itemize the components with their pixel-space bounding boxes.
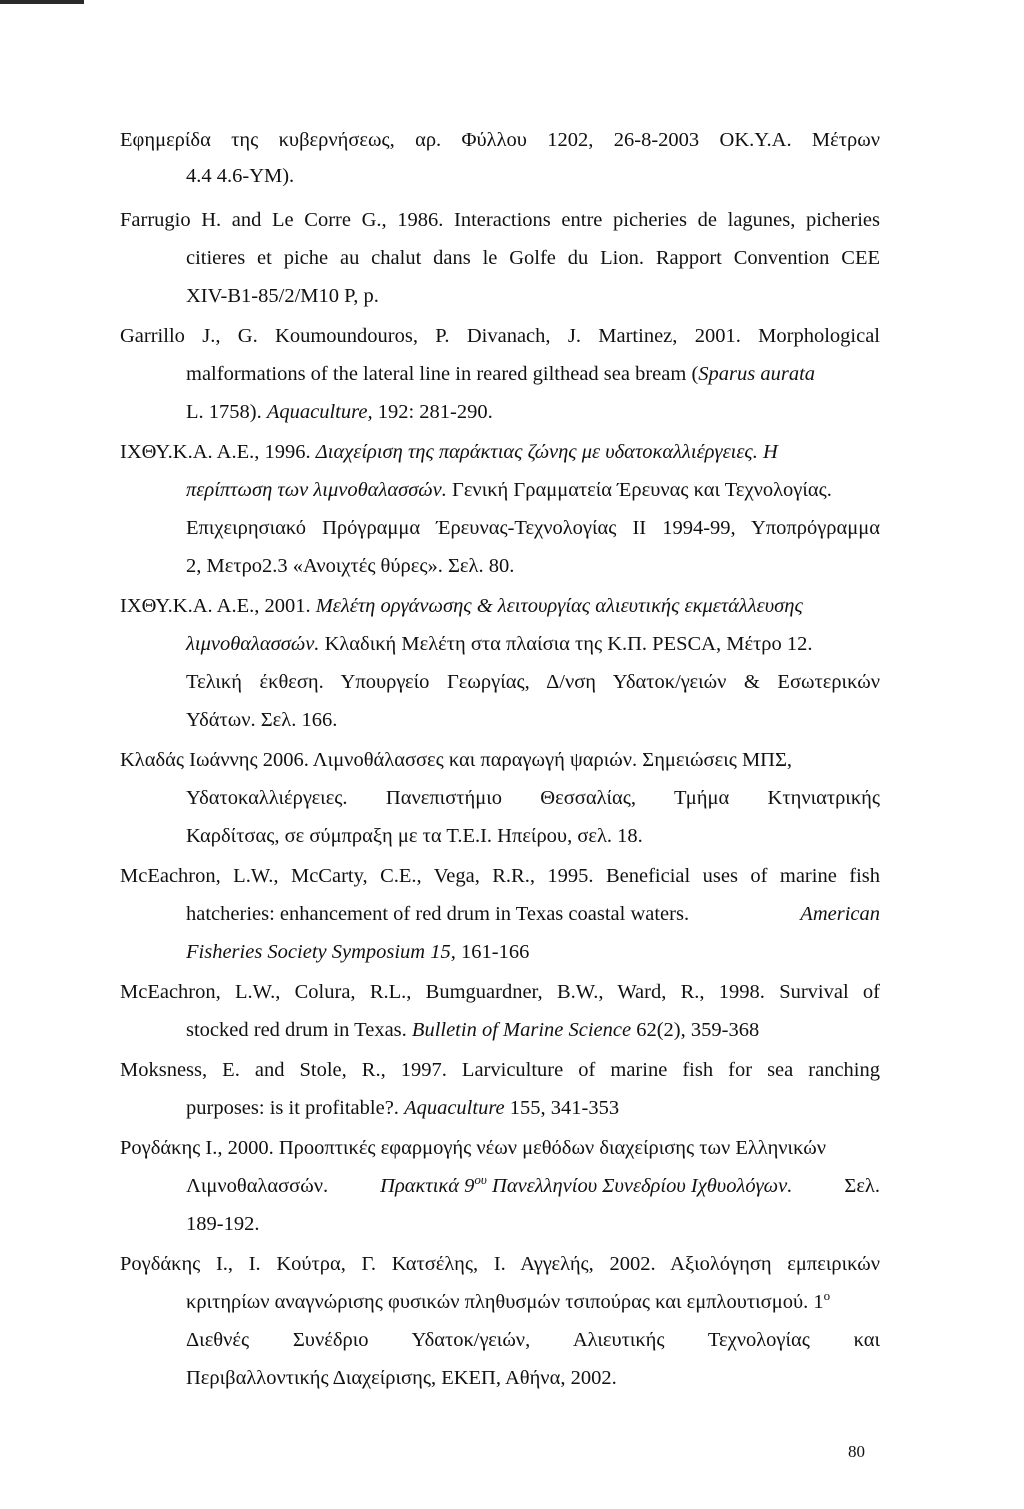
reference-line [186, 1018, 880, 1042]
reference-text: κριτηρίων αναγνώρισης φυσικών πληθυσμών τσιπούρας και εμπλουτισμού. 1 [186, 1291, 824, 1313]
reference-text: hatcheries: enhancement of red drum in Texas coastal waters. [186, 903, 690, 925]
journal-title: Fisheries Society Symposium 15, [186, 941, 456, 963]
superscript: ο [823, 1288, 831, 1303]
reference-line: 2, Μετρο2.3 «Ανοιχτές θύρες». Σελ. 80. [186, 555, 515, 577]
reference-text: Λιμνοθαλασσών. [186, 1175, 329, 1197]
reference-line: McEachron, L.W., McCarty, C.E., Vega, R.R., 1995. Beneficial uses of marine fish [120, 865, 880, 887]
reference-line: Τελική έκθεση. Υπουργείο Γεωργίας, Δ/νση Υδατοκ/γειών & Εσωτερικών [186, 671, 880, 693]
reference-text: 192: 281-290. [372, 401, 493, 423]
reference-line: 4.4 4.6-ΥΜ). [186, 165, 295, 187]
species-name: Sparus aurata [698, 363, 816, 385]
reference-line: Επιχειρησιακό Πρόγραμμα Έρευνας-Τεχνολογίας ΙΙ 1994-99, Υποπρόγραμμα [186, 517, 880, 539]
reference-line [186, 1096, 880, 1120]
work-title: Διαχείριση της παράκτιας ζώνης με υδατοκαλλιέργειες. Η [315, 441, 778, 463]
journal-title: Bulletin of Marine Science [411, 1019, 632, 1041]
reference-text: Σελ. [844, 1175, 880, 1197]
reference-line [120, 594, 880, 618]
journal-title: Aquaculture [404, 1097, 505, 1119]
journal-title: Aquaculture, [266, 401, 373, 423]
reference-line [186, 362, 880, 386]
page-number: 80 [848, 1442, 865, 1461]
reference-text: purposes: is it profitable?. [186, 1097, 405, 1119]
reference-text: 155, 341-353 [504, 1097, 620, 1119]
reference-line [186, 1174, 880, 1198]
reference-line: Ρογδάκης Ι., 2000. Προοπτικές εφαρμογής νέων μεθόδων διαχείρισης των Ελληνικών [120, 1137, 826, 1159]
reference-text: 161-166 [455, 941, 530, 963]
reference-text: stocked red drum in Texas. [186, 1019, 412, 1041]
reference-line: Garrillo J., G. Koumoundouros, P. Divanach, J. Martinez, 2001. Morphological [120, 325, 880, 347]
reference-text: ΙΧΘΥ.Κ.Α. Α.Ε., 2001. [120, 595, 316, 617]
reference-text: Κλαδική Μελέτη στα πλαίσια της Κ.Π. PESCA, Μέτρο 12. [319, 633, 813, 655]
reference-text: Γενική Γραμματεία Έρευνας και Τεχνολογίας. [446, 479, 832, 501]
reference-line: Καρδίτσας, σε σύμπραξη με τα Τ.Ε.Ι. Ηπείρου, σελ. 18. [186, 825, 643, 847]
reference-line [186, 1290, 880, 1314]
superscript: ου [474, 1172, 487, 1187]
reference-line: Κλαδάς Ιωάννης 2006. Λιμνοθάλασσες και παραγωγή ψαριών. Σημειώσεις ΜΠΣ, [120, 749, 793, 771]
reference-line [186, 902, 880, 926]
reference-line: Farrugio H. and Le Corre G., 1986. Interactions entre picheries de lagunes, picheries [120, 209, 880, 231]
reference-line: 189-192. [186, 1213, 260, 1235]
reference-line: XIV-B1-85/2/M10 P, p. [186, 285, 379, 307]
reference-text: malformations of the lateral line in reared gilthead sea bream ( [186, 363, 699, 385]
proceedings-title-part: Πρακτικά 9 [380, 1175, 475, 1197]
reference-line: Υδάτων. Σελ. 166. [186, 709, 338, 731]
work-title: Μελέτη οργάνωσης & λειτουργίας αλιευτικής εκμετάλλευσης [315, 595, 803, 617]
work-title: περίπτωση των λιμνοθαλασσών. [186, 479, 447, 501]
scan-edge-mark [0, 0, 84, 4]
reference-line: Περιβαλλοντικής Διαχείρισης, ΕΚΕΠ, Αθήνα, 2002. [186, 1367, 617, 1389]
reference-line: McEachron, L.W., Colura, R.L., Bumguardner, B.W., Ward, R., 1998. Survival of [120, 981, 880, 1003]
reference-line [186, 478, 880, 502]
reference-line: Moksness, E. and Stole, R., 1997. Larviculture of marine fish for sea ranching [120, 1059, 880, 1081]
reference-text: 62(2), 359-368 [631, 1019, 760, 1041]
reference-line [186, 632, 880, 656]
reference-line: Υδατοκαλλιέργειες. Πανεπιστήμιο Θεσσαλίας, Τμήμα Κτηνιατρικής [186, 787, 880, 809]
proceedings-title-part: Πανελληνίου Συνεδρίου Ιχθυολόγων. [486, 1175, 793, 1197]
reference-text: ΙΧΘΥ.Κ.Α. Α.Ε., 1996. [120, 441, 316, 463]
reference-text: L. 1758). [186, 401, 267, 423]
reference-line: Εφημερίδα της κυβερνήσεως, αρ. Φύλλου 1202, 26-8-2003 ΟΚ.Υ.Α. Μέτρων [120, 129, 880, 151]
journal-title: American [800, 903, 880, 925]
reference-line [186, 940, 880, 964]
reference-line: Ρογδάκης Ι., Ι. Κούτρα, Γ. Κατσέλης, Ι. Αγγελής, 2002. Αξιολόγηση εμπειρικών [120, 1253, 880, 1275]
reference-line: Διεθνές Συνέδριο Υδατοκ/γειών, Αλιευτικής Τεχνολογίας και [186, 1329, 880, 1351]
reference-line [186, 400, 880, 424]
work-title: λιμνοθαλασσών. [186, 633, 320, 655]
proceedings-title [380, 1174, 792, 1198]
reference-line [120, 440, 880, 464]
reference-line: citieres et piche au chalut dans le Golfe du Lion. Rapport Convention CEE [186, 247, 880, 269]
